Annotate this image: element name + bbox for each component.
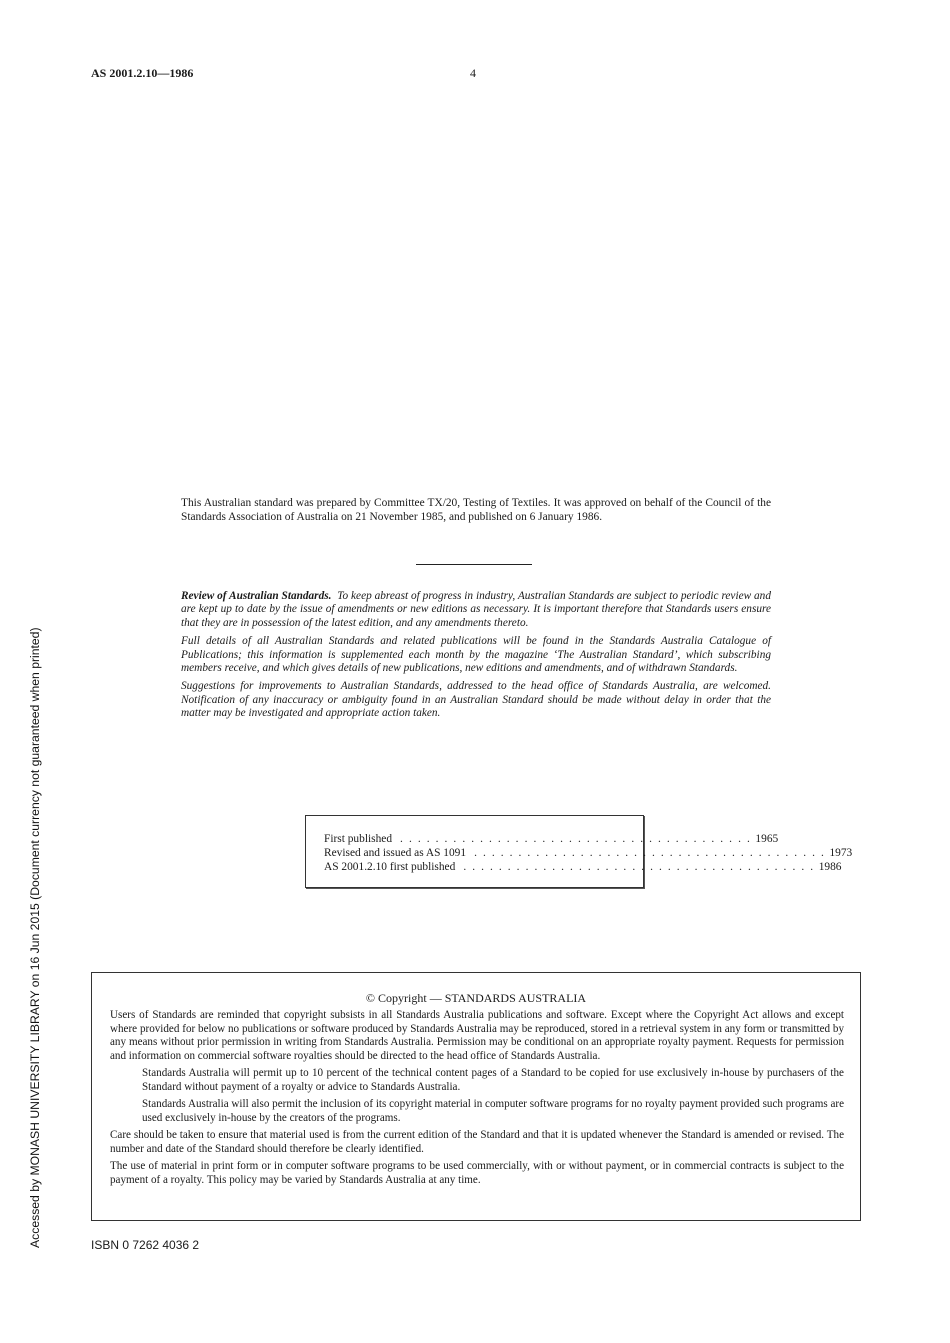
access-side-note: Accessed by MONASH UNIVERSITY LIBRARY on 16 Jun 2015 (Document currency not guaranteed when printed) (28, 627, 42, 1248)
copyright-paragraph-3: Standards Australia will also permit the inclusion of its copyright material in computer software programs for no royalty payment provided such programs are used exclusively in-house by the creators of the programs. (142, 1098, 844, 1124)
copyright-paragraph-2: Standards Australia will permit up to 10 percent of the technical content pages of a Standard to be copied for use exclusively in-house by purchasers of the Standard without payment of a royalty or advice to Standards Australia. (142, 1067, 844, 1093)
copyright-paragraph-1: Users of Standards are reminded that copyright subsists in all Standards Australia publications and software. Except where the Copyright Act allows and except where provided for below no publications or software produced by Standards Australia may be reproduced, stored in a retrieval system in any form or transmitted by any means without prior permission in writing from Standards Australia. Permission may be conditional on an appropriate royalty payment. Requests for permission and information on commercial software royalties should be directed to the head office of Standards Australia. (110, 1009, 844, 1062)
publication-year: 1973 (829, 847, 853, 859)
copyright-paragraph-5: The use of material in print form or in computer software programs to be used commercially, with or without payment, or in commercial contracts is subject to the payment of a royalty. This policy may be varied by Standards Australia at any time. (110, 1160, 844, 1186)
copyright-title: © Copyright — STANDARDS AUSTRALIA (365, 991, 587, 1005)
copyright-paragraph-4: Care should be taken to ensure that material used is from the current edition of the Standard and that it is updated whenever the Standard is amended or revised. The number and date of the Standard should therefore be clearly identified. (110, 1129, 844, 1155)
review-paragraph-3: Suggestions for improvements to Australian Standards, addressed to the head office of Standards Australia, are welcomed. Notification of any inaccuracy or ambiguity found in an Australian Standard should be made without delay in order that the matter may be investigated and appropriate action taken. (181, 680, 771, 720)
section-divider (416, 564, 532, 565)
dot-leader: . . . . . . . . . . . . . . . . . . . . . . . . . . . . . . . . . . . . . . . . (400, 833, 752, 845)
document-id: AS 2001.2.10—1986 (91, 66, 194, 80)
page-number: 4 (470, 66, 476, 80)
publication-row (324, 861, 842, 873)
dot-leader: . . . . . . . . . . . . . . . . . . . . . . . . . . . . . . . . . . . . . . . . (463, 861, 815, 873)
publication-label: AS 2001.2.10 first published (324, 861, 456, 873)
review-paragraph-2: Full details of all Australian Standards and related publications will be found in the Standards Australia Catalogue of Publications; this information is supplemented each month by the magazine ‘The Australian Standard’, which subscribing members receive, and which gives details of new publications, new editions and amendments, and of withdrawn Standards. (181, 635, 771, 675)
review-text-1: To keep abreast of progress in industry, Australian Standards are subject to periodic review and are kept up to date by the issue of amendments or new editions as necessary. It is important therefore that Standards users ensure that they are in possession of the latest edition, and any amendments thereto. (181, 590, 771, 629)
publication-year: 1986 (818, 861, 842, 873)
publication-label: Revised and issued as AS 1091 (324, 847, 467, 859)
review-paragraph-1 (181, 590, 771, 630)
dot-leader: . . . . . . . . . . . . . . . . . . . . . . . . . . . . . . . . . . . . . . . . (474, 847, 826, 859)
publication-year: 1965 (755, 833, 779, 845)
review-section (181, 590, 771, 726)
copyright-body (110, 1009, 844, 1191)
publication-label: First published (324, 833, 393, 845)
isbn-number: ISBN 0 7262 4036 2 (91, 1238, 200, 1252)
publication-row (324, 847, 853, 859)
publication-history-box (305, 815, 853, 888)
preparation-statement: This Australian standard was prepared by Committee TX/20, Testing of Textiles. It was approved on behalf of the Council of the Standards Association of Australia on 21 November 1985, and published on 6 January 1986. (181, 497, 771, 523)
copyright-box (91, 972, 861, 1221)
review-heading: Review of Australian Standards. (181, 590, 332, 602)
publication-row (324, 833, 779, 845)
